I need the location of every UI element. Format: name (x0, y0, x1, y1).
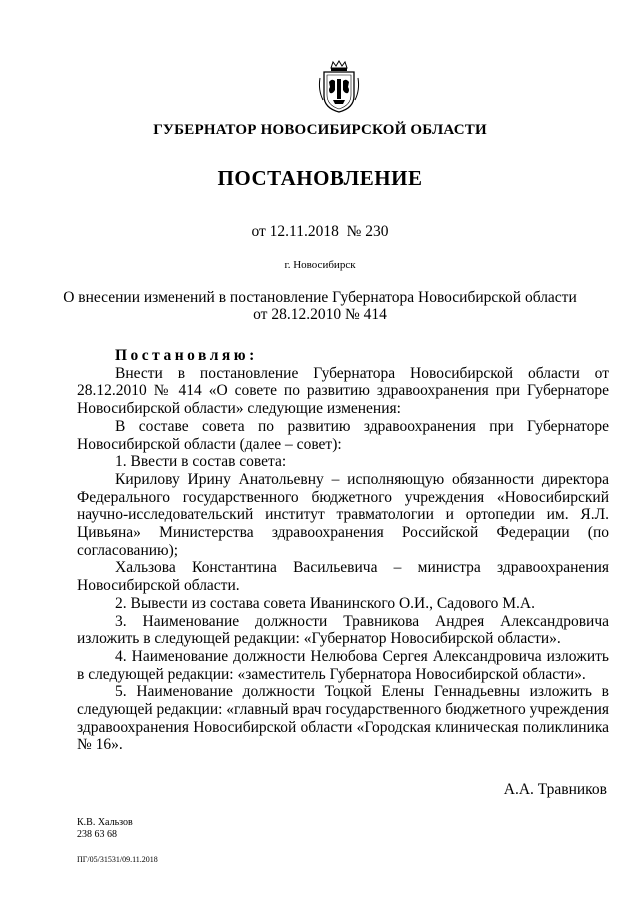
paragraph: Внести в постановление Губернатора Новосибирской области от 28.12.2010 № 414 «О совете по развитию здравоохранения при Губернаторе Новосибирской области» следующие изменения: (77, 364, 609, 418)
paragraph: 4. Наименование должности Нелюбова Сергея Александровича изложить в следующей редакции: «заместитель Губернатора Новосибирской области». (77, 647, 609, 683)
subject (0, 289, 640, 323)
date-number: от 12.11.2018 № 230 (251, 223, 389, 240)
executor-phone: 238 63 68 (77, 829, 117, 840)
document-type: ПОСТАНОВЛЕНИЕ (217, 166, 423, 190)
executor-name: К.В. Хальзов (77, 817, 133, 828)
city: г. Новосибирск (284, 259, 356, 271)
paragraph: В составе совета по развитию здравоохранения при Губернаторе Новосибирской области (далее – совет): (77, 417, 609, 453)
paragraph: Хальзова Константина Васильевича – министра здравоохранения Новосибирской области. (77, 559, 609, 595)
issuer-title: ГУБЕРНАТОР НОВОСИБИРСКОЙ ОБЛАСТИ (153, 122, 487, 138)
paragraph: 1. Ввести в состав совета: (115, 453, 287, 471)
resolve-heading: Постановляю: (115, 347, 258, 364)
subject-line-1: О внесении изменений в постановление Губернатора Новосибирской области (63, 289, 577, 306)
signature: А.А. Травников (503, 781, 607, 798)
paragraph: 5. Наименование должности Тоцкой Елены Геннадьевны изложить в следующей редакции: «главный врач государственного бюджетного учреждения здравоохранения Новосибирской области «Городская клиническая поликлиника № 16». (77, 683, 609, 754)
executor-block (77, 817, 133, 841)
coat-of-arms-icon (316, 60, 362, 114)
paragraph: 3. Наименование должности Травникова Андрея Александровича изложить в следующей редакции: «Губернатор Новосибирской области». (77, 612, 609, 648)
document-body (77, 347, 609, 754)
subject-line-2: от 28.12.2010 № 414 (253, 306, 387, 323)
document-code: ПГ/05/31531/09.11.2018 (77, 855, 158, 864)
paragraph: 2. Вывести из состава совета Иванинского О.И., Садового М.А. (115, 594, 535, 612)
paragraph: Кирилову Ирину Анатольевну – исполняющую обязанности директора Федерального государственного бюджетного учреждения «Новосибирский научно-исследовательский институт травматологии и ортопедии им. Я.Л. Цивьяна» Министерства здравоохранения Российской Федерации (по согласованию); (77, 470, 609, 559)
